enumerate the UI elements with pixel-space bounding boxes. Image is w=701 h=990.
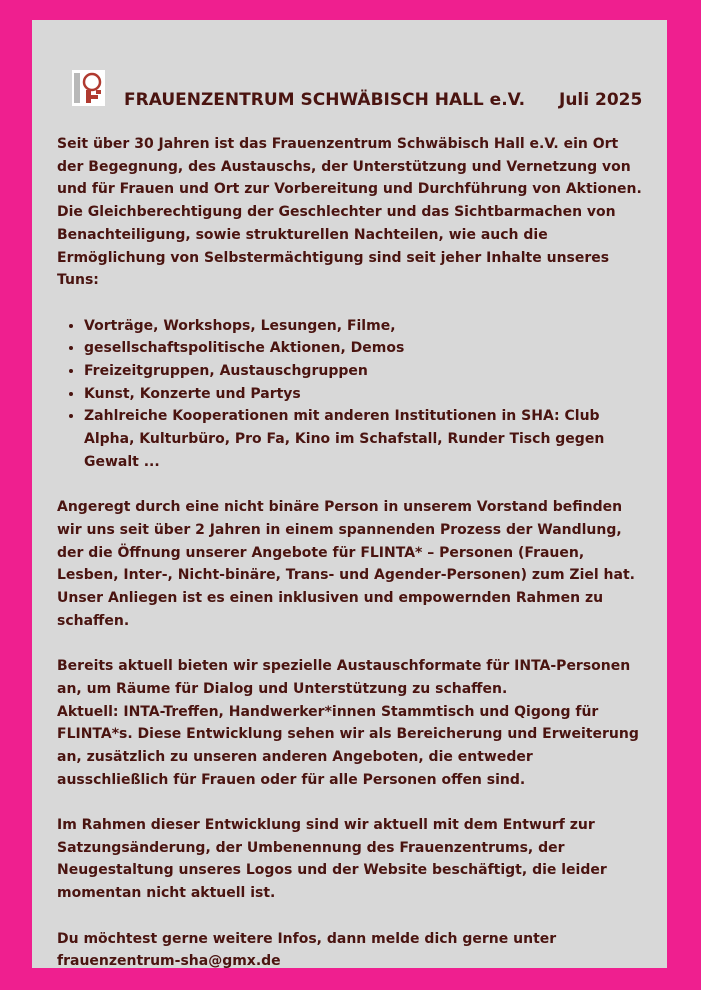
equality-paragraph: Die Gleichberechtigung der Geschlechter und das Sichtbarmachen von Benachteiligung, sowie strukturellen Nachteilen, wie auch die Ermöglichung von Selbstermächtigung sind seit jeher Inhalte unseres Tuns: bbox=[57, 204, 616, 289]
organization-title: FRAUENZENTRUM SCHWÄBISCH HALL e.V. bbox=[124, 90, 526, 110]
list-item: • Kunst, Konzerte und Partys bbox=[84, 383, 645, 406]
list-item: • gesellschaftspolitische Aktionen, Demos bbox=[84, 337, 645, 360]
flinta-paragraph: Angeregt durch eine nicht binäre Person in unserem Vorstand befinden wir uns seit über 2 Jahren in einem spannenden Prozess der Wandlung, der die Öffnung unserer Angebote für FLINTA* – Personen (Frauen, Lesben, Inter-, Nicht-binäre, Trans- und Agender-Personen) zum Ziel hat. Unser Anliegen ist es einen inklusiven und empowernden Rahmen zu schaffen. bbox=[57, 499, 635, 629]
flyer-card bbox=[32, 20, 667, 968]
contact-email: frauenzentrum-sha@gmx.de bbox=[57, 953, 281, 970]
flyer-body bbox=[57, 133, 645, 973]
list-item: • Zahlreiche Kooperationen mit anderen Institutionen in SHA: Club Alpha, Kulturbüro, Pro Fa, Kino im Schafstall, Runder Tisch gegen Gewalt ... bbox=[84, 405, 645, 473]
intro-paragraph: Seit über 30 Jahren ist das Frauenzentrum Schwäbisch Hall e.V. ein Ort der Begegnung, des Austauschs, der Unterstützung und Vernetzung von und für Frauen und Ort zur Vorbereitung und Durchführung von Aktionen. bbox=[57, 136, 642, 198]
contact-paragraph: Du möchtest gerne weitere Infos, dann melde dich gerne unter bbox=[57, 930, 557, 947]
inta-paragraph: Bereits aktuell bieten wir spezielle Austauschformate für INTA-Personen an, um Räume für Dialog und Unterstützung zu schaffen. bbox=[57, 658, 631, 697]
current-offers-paragraph: Aktuell: INTA-Treffen, Handwerker*innen Stammtisch und Qigong für FLINTA*s. Diese Entwicklung sehen wir als Bereicherung und Erweiterung an, zusätzlich zu unseren anderen Angeboten, die entweder ausschließlich für Frauen oder für alle Personen offen sind. bbox=[57, 703, 639, 788]
list-item: • Freizeitgruppen, Austauschgruppen bbox=[84, 360, 645, 383]
activities-list bbox=[57, 315, 645, 474]
frauenzentrum-logo-icon bbox=[72, 70, 105, 106]
development-paragraph: Im Rahmen dieser Entwicklung sind wir aktuell mit dem Entwurf zur Satzungsänderung, der Umbenennung des Frauenzentrums, der Neugestaltung unseres Logos und der Website beschäftigt, die leider momentan nicht aktuell ist. bbox=[57, 817, 607, 902]
issue-date: Juli 2025 bbox=[559, 90, 643, 110]
list-item: • Vorträge, Workshops, Lesungen, Filme, bbox=[84, 315, 645, 338]
